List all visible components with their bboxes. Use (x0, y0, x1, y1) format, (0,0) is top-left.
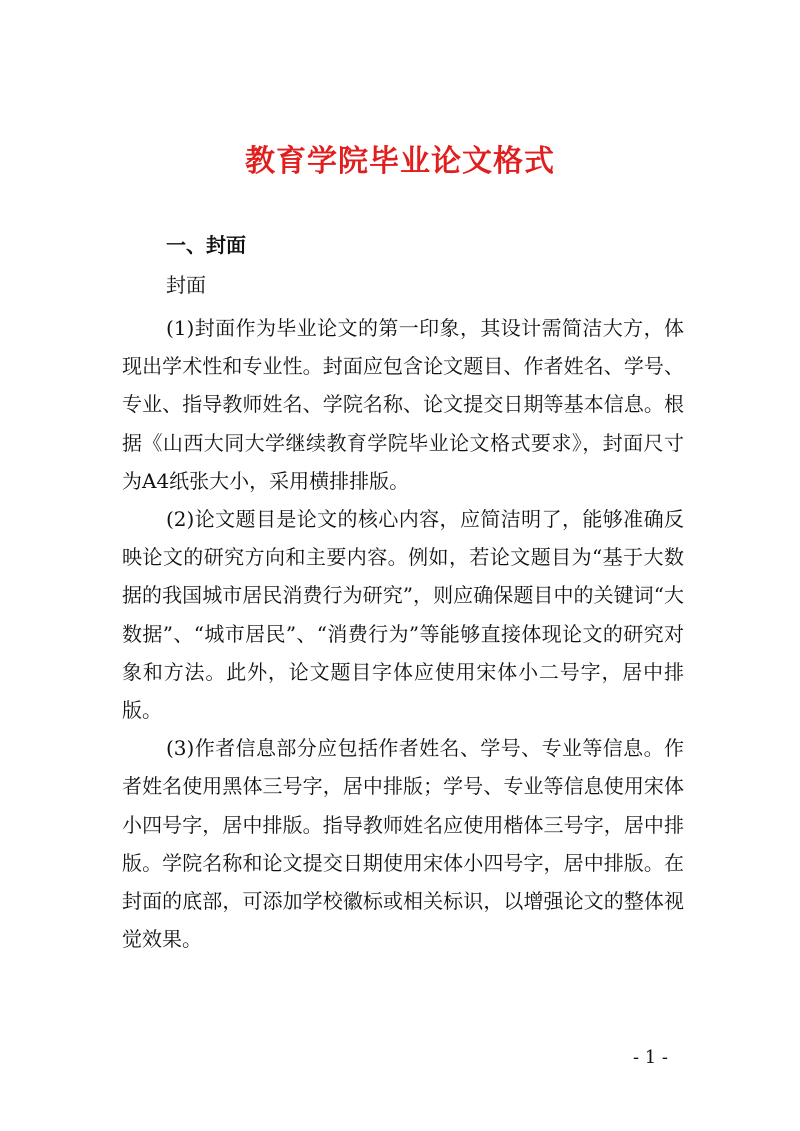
body-text (122, 309, 684, 958)
page-title: 教育学院毕业论文格式 (245, 144, 555, 179)
paragraph-3: (3)作者信息部分应包括作者姓名、学号、专业等信息。作者姓名使用黑体三号字，居中排版；学号、专业等信息使用宋体小四号字，居中排版。指导教师姓名应使用楷体三号字，居中排版。学院名称和论文提交日期使用宋体小四号字，居中排版。在封面的底部，可添加学校徽标或相关标识，以增强论文的整体视觉效果。 (122, 736, 684, 952)
page-number: - 1 - (632, 1047, 668, 1068)
paragraph-1: (1)封面作为毕业论文的第一印象，其设计需简洁大方，体现出学术性和专业性。封面应包含论文题目、作者姓名、学号、专业、指导教师姓名、学院名称、论文提交日期等基本信息。根据《山西大同大学继续教育学院毕业论文格式要求》，封面尺寸为A4纸张大小，采用横排排版。 (122, 316, 684, 493)
paragraph-2: (2)论文题目是论文的核心内容，应简洁明了，能够准确反映论文的研究方向和主要内容。例如，若论文题目为“基于大数据的我国城市居民消费行为研究”，则应确保题目中的关键词“大数据”、“城市居民”、“消费行为”等能够直接体现论文的研究对象和方法。此外，论文题目字体应使用宋体小二号字，居中排版。 (122, 507, 684, 723)
sub-heading: 封面 (166, 273, 206, 297)
section-heading: 一、封面 (166, 233, 246, 257)
